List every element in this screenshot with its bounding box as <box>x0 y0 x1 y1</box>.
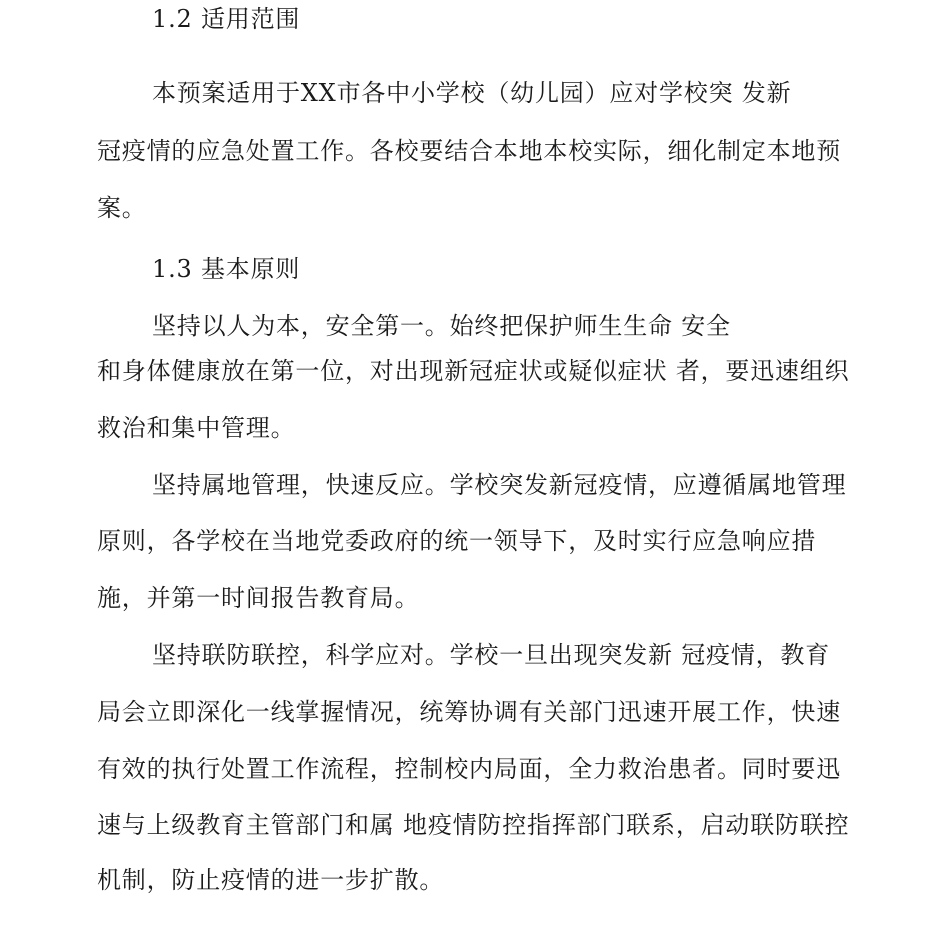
paragraph-line: 机制，防止疫情的进一步扩散。 <box>97 866 445 894</box>
paragraph-line: 坚持联防联控，科学应对。学校一旦出现突发新 冠疫情，教育 <box>152 641 831 669</box>
paragraph-line: 速与上级教育主管部门和属 地疫情防控指挥部门联系，启动联防联控 <box>97 811 850 839</box>
paragraph-line: 救治和集中管理。 <box>97 414 296 442</box>
paragraph-line: 和身体健康放在第一位，对出现新冠症状或疑似症状 者，要迅速组织 <box>97 357 850 385</box>
paragraph-line: 原则，各学校在当地党委政府的统一领导下，及时实行应急响应措 <box>97 527 817 555</box>
section-heading: 1.3 基本原则 <box>152 255 301 283</box>
paragraph-line: 坚持以人为本，安全第一。始终把保护师生生命 安全 <box>152 312 731 340</box>
paragraph-line: 局会立即深化一线掌握情况，统筹协调有关部门迅速开展工作，快速 <box>97 698 841 726</box>
paragraph-line: 施，并第一时间报告教育局。 <box>97 584 420 612</box>
paragraph-line: 有效的执行处置工作流程，控制校内局面，全力救治患者。同时要迅 <box>97 755 841 783</box>
section-heading: 1.2 适用范围 <box>152 5 301 33</box>
paragraph-line: 冠疫情的应急处置工作。各校要结合本地本校实际，细化制定本地预 <box>97 137 841 165</box>
paragraph-line: 案。 <box>97 194 147 222</box>
paragraph-line: 本预案适用于XX市各中小学校（幼儿园）应对学校突 发新 <box>152 79 792 107</box>
paragraph-line: 坚持属地管理，快速反应。学校突发新冠疫情，应遵循属地管理 <box>152 471 847 499</box>
